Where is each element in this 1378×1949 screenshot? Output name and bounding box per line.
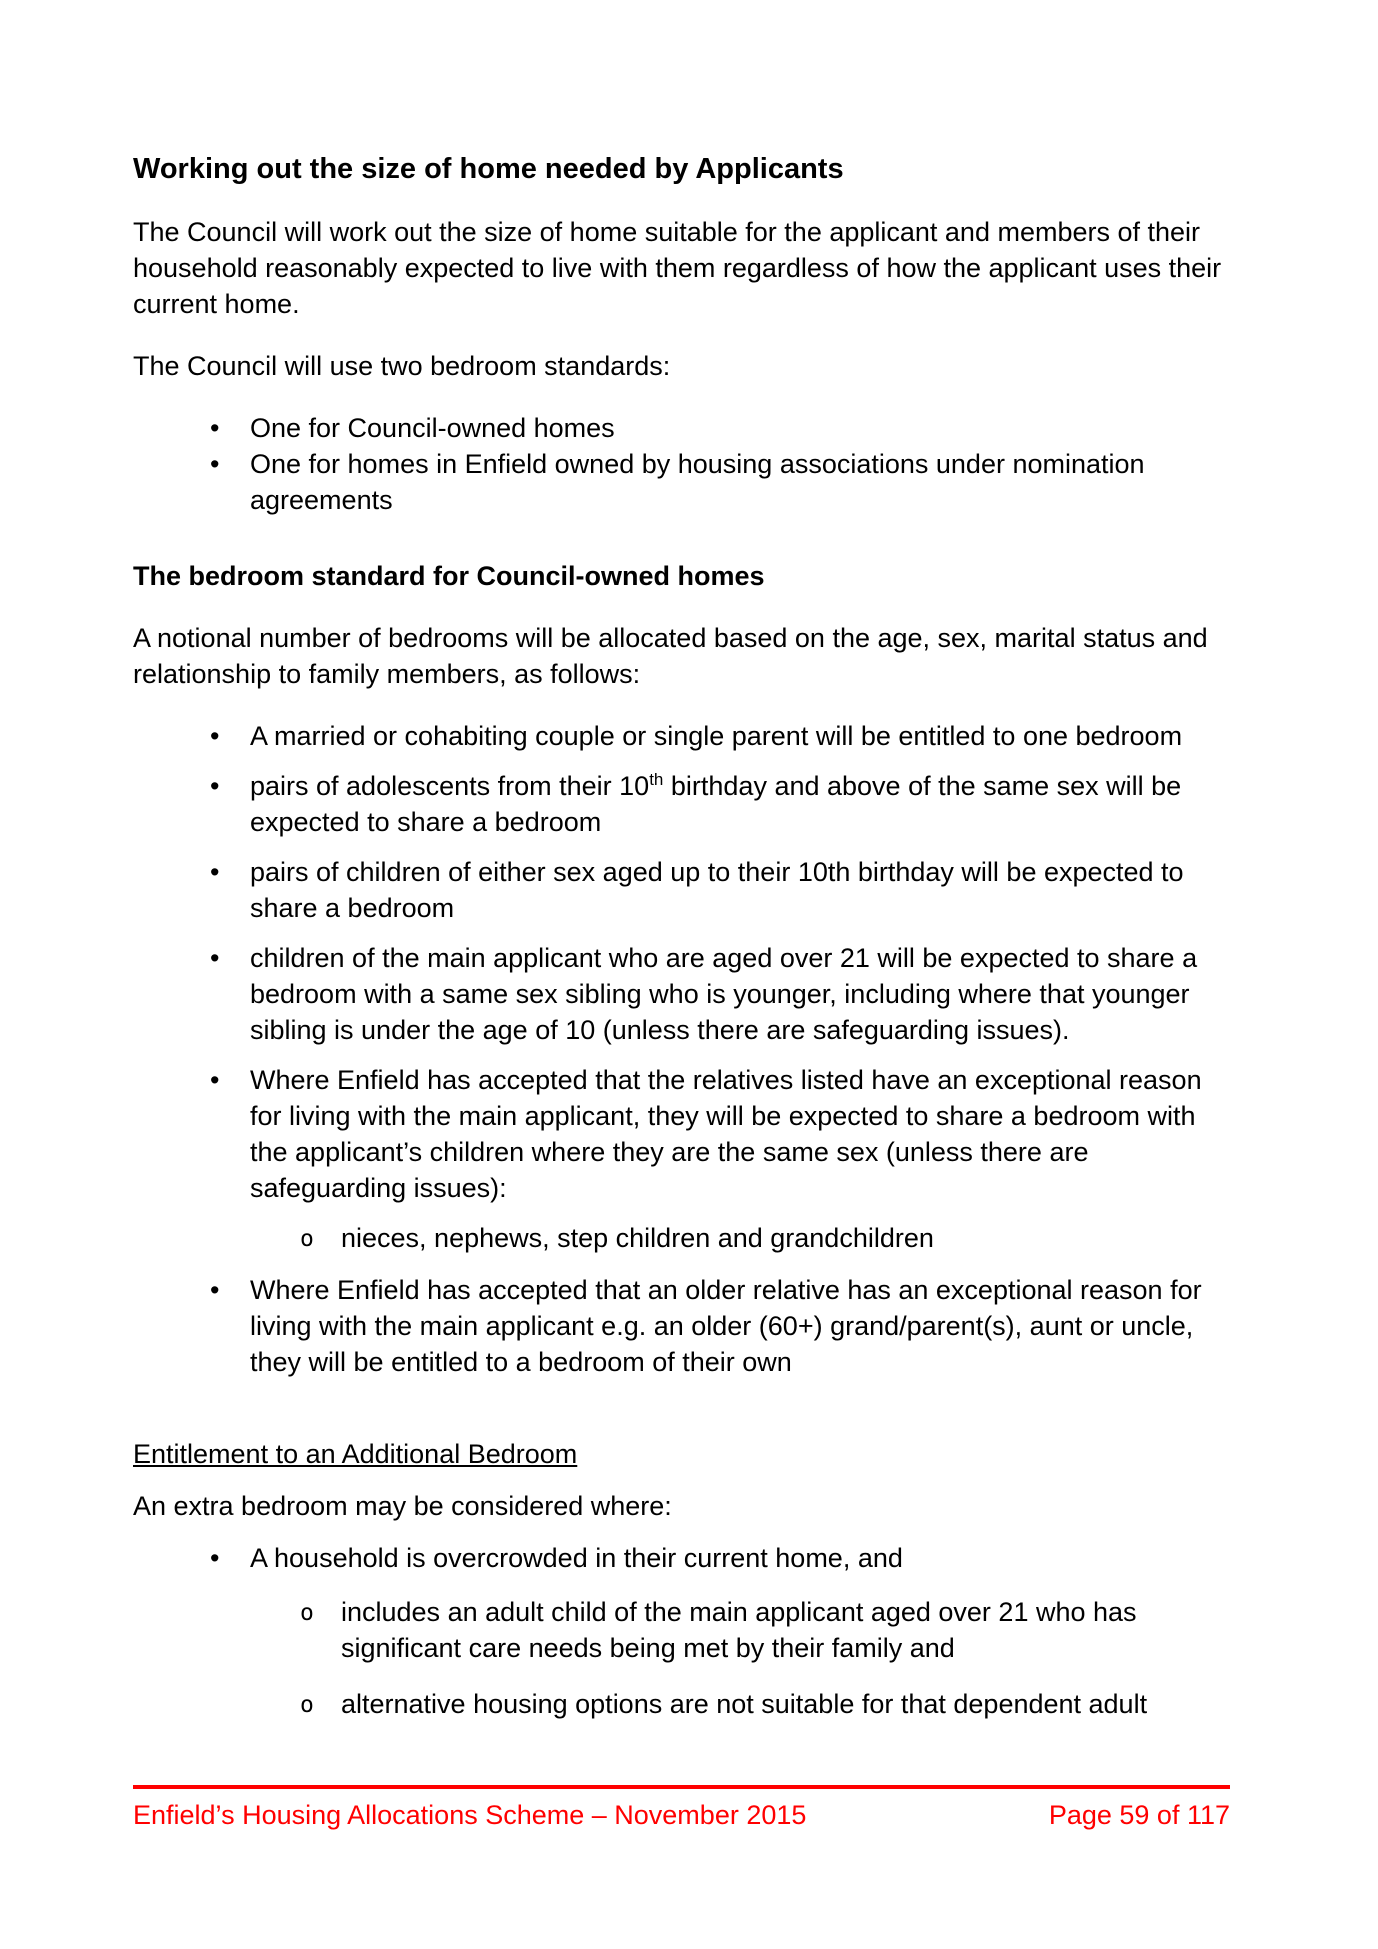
list-item [133, 718, 1230, 754]
section-heading-bedroom-standard: The bedroom standard for Council-owned homes [133, 561, 765, 591]
list-item [133, 1062, 1230, 1206]
standards-paragraph: The Council will use two bedroom standards: [133, 351, 671, 381]
list-item-text: A household is overcrowded in their current home, and [250, 1543, 903, 1573]
bullet-icon: • [210, 721, 220, 751]
sub-list-item-text: alternative housing options are not suitable for that dependent adult [341, 1689, 1148, 1719]
list-item-text: A married or cohabiting couple or single parent will be entitled to one bedroom [250, 721, 1183, 751]
bullet-icon: • [210, 857, 220, 887]
list-item-text: Where Enfield has accepted that an older relative has an exceptional reason for living with the main applicant e.g. an older (60+) grand/parent(s), aunt or uncle, they will be entitled to a bedroom of their own [250, 1275, 1217, 1377]
sub-list-item [133, 1594, 1230, 1666]
sub-bullet-icon: o [300, 1600, 314, 1626]
list-item-text: One for Council-owned homes [250, 413, 615, 443]
footer-document-title: Enfield’s Housing Allocations Scheme – November 2015 [133, 1800, 807, 1830]
page-footer [133, 1797, 1230, 1833]
sub-bullet-icon: o [300, 1226, 314, 1252]
list-item [133, 446, 1230, 518]
list-item-text: pairs of children of either sex aged up to their 10th birthday will be expected to share a bedroom [250, 857, 1192, 923]
list-item [133, 1272, 1230, 1380]
sub-list-item-text: includes an adult child of the main applicant aged over 21 who has significant care needs being met by their family and [341, 1597, 1145, 1663]
list-item [133, 768, 1230, 840]
document-content [133, 150, 1230, 1748]
additional-paragraph: An extra bedroom may be considered where: [133, 1491, 672, 1521]
additional-list [133, 1540, 1230, 1722]
bullet-icon: • [210, 771, 220, 801]
section-heading-additional-bedroom: Entitlement to an Additional Bedroom [133, 1439, 578, 1469]
intro-paragraph: The Council will work out the size of home suitable for the applicant and members of their household reasonably expected to live with them regardless of how the applicant uses their current home. [133, 217, 1222, 319]
sub-bullet-icon: o [300, 1692, 314, 1718]
bullet-icon: • [210, 449, 220, 479]
rule2-post: birthday and above of the same sex will be expected to share a bedroom [250, 771, 1189, 837]
list-item-text: Where Enfield has accepted that the relatives listed have an exceptional reason for living with the main applicant, they will be expected to share a bedroom with the applicant’s children where they are the same sex (unless there are safeguarding issues): [250, 1065, 1210, 1203]
list-item-text: children of the main applicant who are aged over 21 will be expected to share a bedroom with a same sex sibling who is younger, including where that younger sibling is under the age of 10 (unless there are safeguarding issues). [250, 943, 1205, 1045]
bedroom-rules-list [133, 718, 1230, 1380]
sub-list-item [133, 1686, 1230, 1722]
bullet-icon: • [210, 1065, 220, 1095]
bullet-icon: • [210, 1543, 220, 1573]
bedroom-standard-paragraph: A notional number of bedrooms will be allocated based on the age, sex, marital status and relationship to family members, as follows: [133, 623, 1208, 689]
bullet-icon: • [210, 1275, 220, 1305]
standards-list [133, 410, 1230, 518]
sub-list-item [133, 1220, 1230, 1256]
footer-divider [133, 1785, 1230, 1789]
list-item-text: One for homes in Enfield owned by housing associations under nomination agreements [250, 449, 1153, 515]
bullet-icon: • [210, 413, 220, 443]
bullet-icon: • [210, 943, 220, 973]
list-item [133, 410, 1230, 446]
list-item-text [250, 771, 1189, 837]
list-item [133, 854, 1230, 926]
list-item [133, 940, 1230, 1048]
rule2-superscript: th [649, 770, 664, 789]
sub-list-item-text: nieces, nephews, step children and grandchildren [341, 1223, 934, 1253]
footer-page-number: Page 59 of 117 [1048, 1800, 1230, 1830]
page-title: Working out the size of home needed by Applicants [133, 153, 844, 185]
rule2-pre: pairs of adolescents from their 10 [250, 771, 650, 801]
list-item [133, 1540, 1230, 1576]
